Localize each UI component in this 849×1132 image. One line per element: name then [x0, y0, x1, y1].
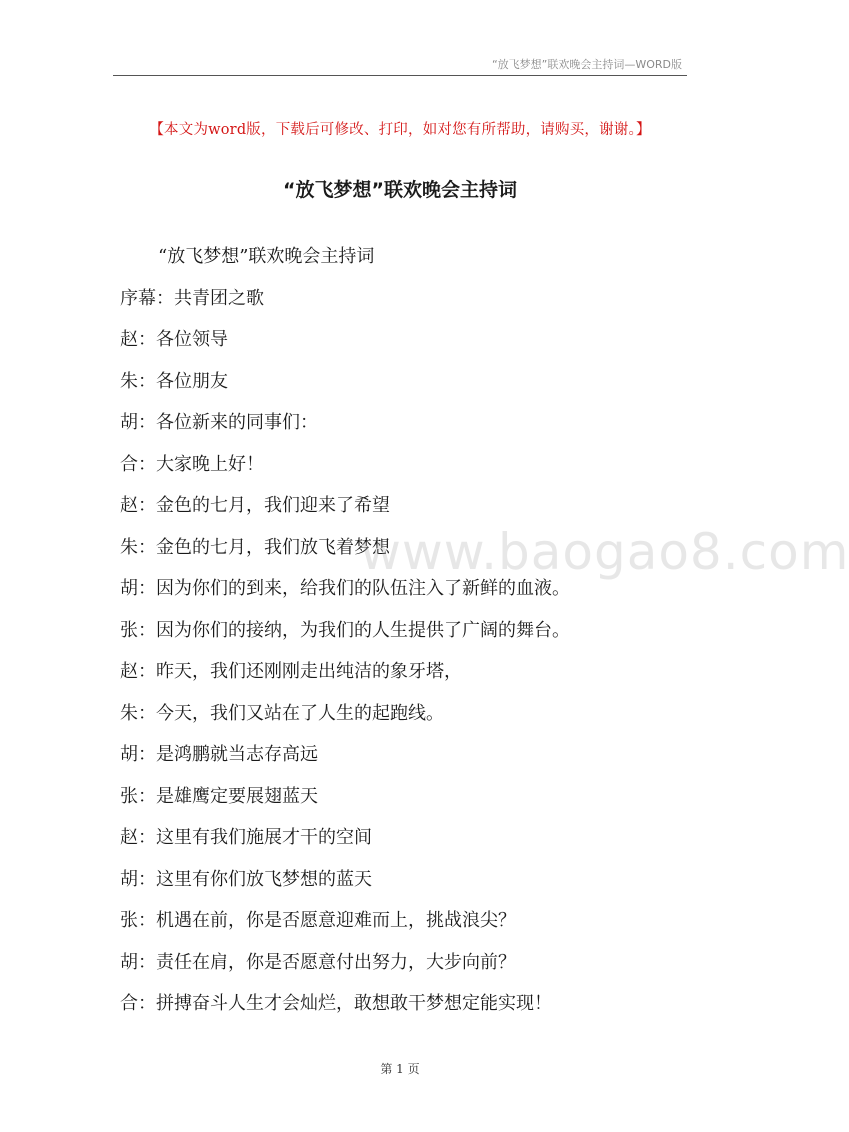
script-line: 序幕：共青团之歌: [120, 287, 264, 309]
script-line: “放飞梦想”联欢晚会主持词: [158, 246, 375, 267]
header-rule: [113, 75, 687, 76]
document-body: [120, 236, 690, 1025]
script-line: 赵：昨天，我们还刚刚走出纯洁的象牙塔，: [120, 661, 462, 682]
script-line: 合：大家晚上好！: [120, 453, 264, 475]
script-line: 胡：责任在肩，你是否愿意付出努力，大步向前？: [120, 951, 516, 973]
script-line: 赵：各位领导: [120, 329, 228, 350]
script-line: 赵：金色的七月，我们迎来了希望: [120, 495, 390, 516]
purchase-notice: 【本文为word版，下载后可修改、打印，如对您有所帮助，请购买，谢谢。】: [149, 122, 651, 138]
script-line: 张：因为你们的接纳，为我们的人生提供了广阔的舞台。: [120, 619, 570, 641]
page-header-text: “放飞梦想”联欢晚会主持词—WORD版: [491, 58, 682, 71]
script-line: 胡：是鸿鹏就当志存高远: [120, 744, 318, 765]
script-line: 张：机遇在前，你是否愿意迎难而上，挑战浪尖？: [120, 910, 516, 931]
script-line: 朱：各位朋友: [120, 370, 228, 392]
script-line: 合：拼搏奋斗人生才会灿烂，敢想敢干梦想定能实现！: [120, 993, 552, 1014]
watermark: www.baogao8.com: [360, 523, 849, 581]
document-title: “放飞梦想”联欢晚会主持词: [283, 179, 517, 201]
script-line: 张：是雄鹰定要展翅蓝天: [120, 785, 318, 807]
script-line: 朱：金色的七月，我们放飞着梦想: [120, 536, 390, 558]
script-line: 胡：各位新来的同事们：: [120, 412, 318, 433]
script-line: 胡：因为你们的到来，给我们的队伍注入了新鲜的血液。: [120, 578, 570, 599]
script-line: 朱：今天，我们又站在了人生的起跑线。: [120, 702, 444, 724]
page-number: 第 1 页: [380, 1062, 420, 1076]
script-line: 赵：这里有我们施展才干的空间: [120, 827, 372, 848]
script-line: 胡：这里有你们放飞梦想的蓝天: [120, 868, 372, 890]
